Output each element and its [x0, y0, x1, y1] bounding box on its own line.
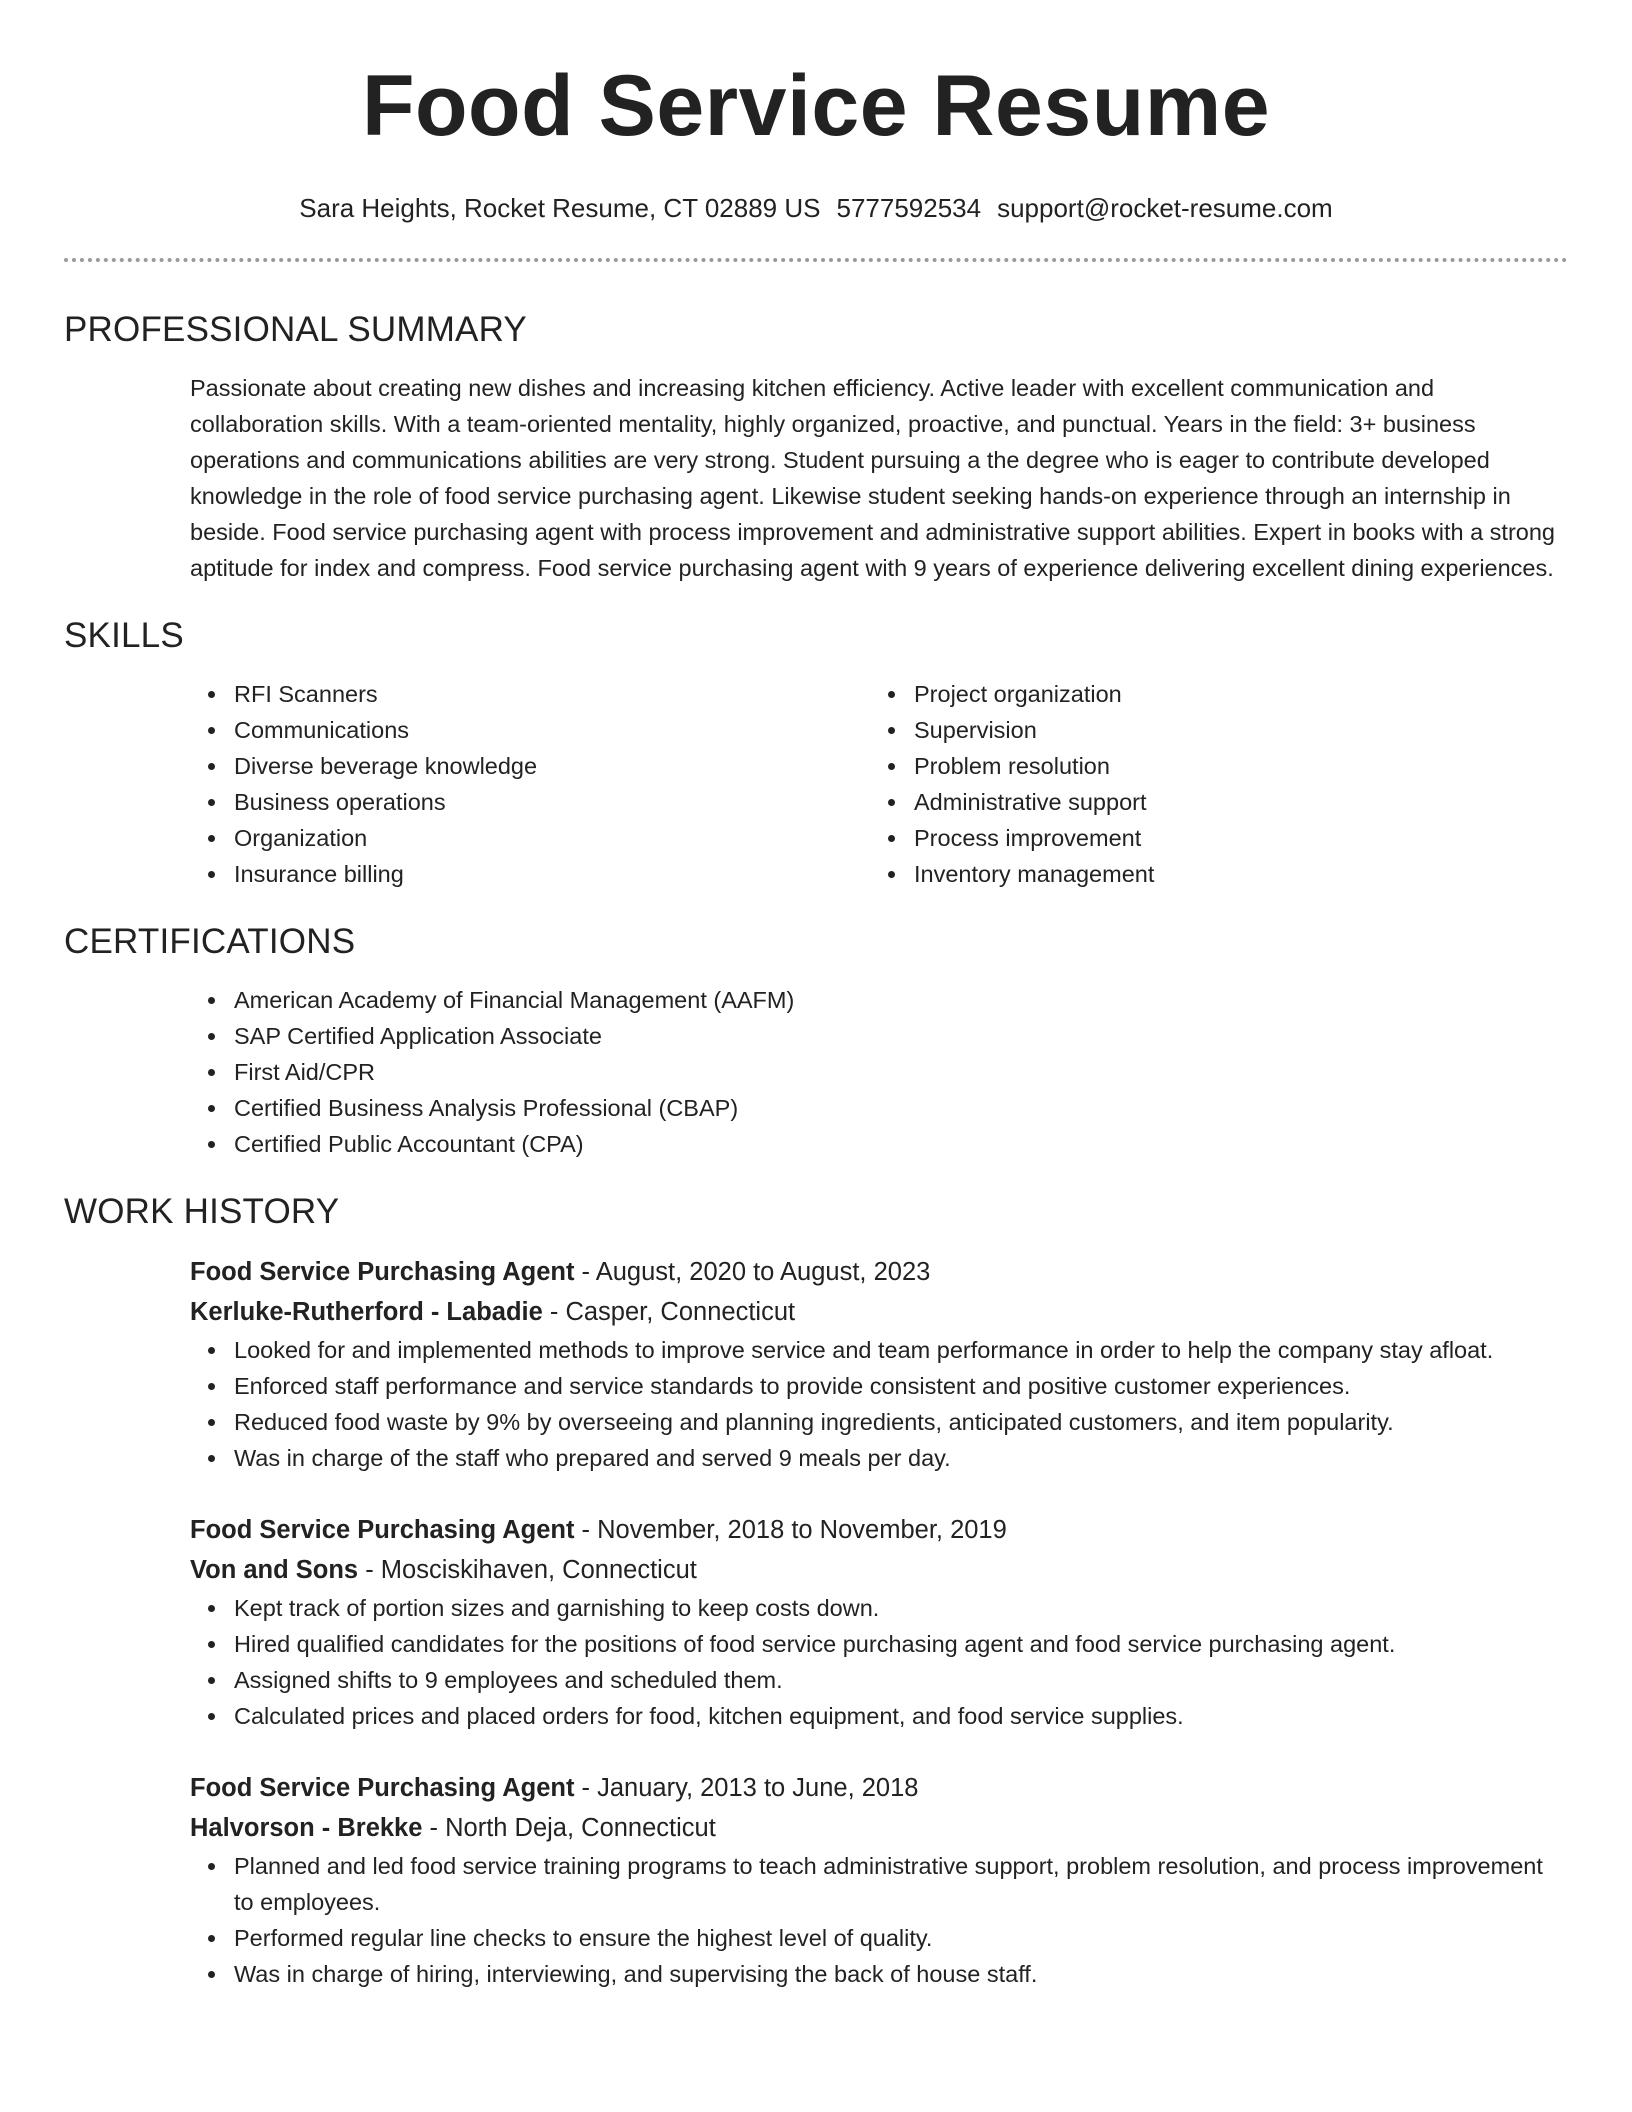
- skills-column-right: [870, 676, 1550, 892]
- job-bullet: Assigned shifts to 9 employees and scheduled them.: [234, 1662, 1568, 1698]
- job-title: Food Service Purchasing Agent: [190, 1774, 575, 1802]
- skill-item: RFI Scanners: [234, 676, 870, 712]
- skill-item: Inventory management: [914, 856, 1550, 892]
- header-divider: [64, 258, 1568, 262]
- job-company-line: [190, 1292, 1568, 1332]
- job-location: - North Deja, Connecticut: [422, 1814, 716, 1842]
- certifications-heading: CERTIFICATIONS: [64, 922, 356, 961]
- job-entry: [190, 1510, 1568, 1734]
- job-company: Kerluke-Rutherford - Labadie: [190, 1298, 543, 1326]
- certifications-list: [190, 982, 1568, 1162]
- skill-item: Insurance billing: [234, 856, 870, 892]
- contact-phone: 5777592534: [836, 193, 982, 223]
- skill-item: Process improvement: [914, 820, 1550, 856]
- job-bullet: Planned and led food service training programs to teach administrative support, problem resolution, and process improvement to employees.: [234, 1848, 1568, 1920]
- job-company: Halvorson - Brekke: [190, 1814, 423, 1842]
- certification-item: American Academy of Financial Management (AAFM): [234, 982, 1568, 1018]
- certification-item: Certified Business Analysis Professional (CBAP): [234, 1090, 1568, 1126]
- job-bullet: Was in charge of hiring, interviewing, and supervising the back of house staff.: [234, 1956, 1568, 1992]
- skill-item: Problem resolution: [914, 748, 1550, 784]
- job-dates: - August, 2020 to August, 2023: [574, 1258, 931, 1286]
- contact-address: Sara Heights, Rocket Resume, CT 02889 US: [299, 193, 821, 223]
- job-title: Food Service Purchasing Agent: [190, 1258, 575, 1286]
- job-company-line: [190, 1550, 1568, 1590]
- job-company: Von and Sons: [190, 1556, 359, 1584]
- contact-line: [64, 192, 1568, 224]
- skill-item: Administrative support: [914, 784, 1550, 820]
- work-history-heading: WORK HISTORY: [64, 1192, 340, 1231]
- resume-title: Food Service Resume: [361, 58, 1271, 154]
- certification-item: SAP Certified Application Associate: [234, 1018, 1568, 1054]
- job-title: Food Service Purchasing Agent: [190, 1516, 575, 1544]
- skill-item: Project organization: [914, 676, 1550, 712]
- job-title-line: [190, 1252, 1568, 1292]
- job-entry: [190, 1768, 1568, 1992]
- job-location: - Casper, Connecticut: [542, 1298, 796, 1326]
- job-bullet: Reduced food waste by 9% by overseeing and planning ingredients, anticipated customers, and item popularity.: [234, 1404, 1568, 1440]
- certification-item: Certified Public Accountant (CPA): [234, 1126, 1568, 1162]
- job-title-line: [190, 1768, 1568, 1808]
- summary-text: Passionate about creating new dishes and increasing kitchen efficiency. Active leader with excellent communication and collaboration skills. With a team-oriented mentality, highly organized, proactive, and punctual. Years in the field: 3+ business operations and communications abilities are very strong. Student pursuing a the degree who is eager to contribute developed knowledge in the role of food service purchasing agent. Likewise student seeking hands-on experience through an internship in beside. Food service purchasing agent with process improvement and administrative support abilities. Expert in books with a strong aptitude for index and compress. Food service purchasing agent with 9 years of experience delivering excellent dining experiences.: [190, 375, 1555, 581]
- job-bullet: Performed regular line checks to ensure the highest level of quality.: [234, 1920, 1568, 1956]
- skill-item: Communications: [234, 712, 870, 748]
- skill-item: Supervision: [914, 712, 1550, 748]
- job-dates: - January, 2013 to June, 2018: [574, 1774, 919, 1802]
- certification-item: First Aid/CPR: [234, 1054, 1568, 1090]
- skill-item: Diverse beverage knowledge: [234, 748, 870, 784]
- job-dates: - November, 2018 to November, 2019: [574, 1516, 1007, 1544]
- job-bullet: Hired qualified candidates for the positions of food service purchasing agent and food service purchasing agent.: [234, 1626, 1568, 1662]
- job-bullet: Looked for and implemented methods to improve service and team performance in order to help the company stay afloat.: [234, 1332, 1568, 1368]
- job-title-line: [190, 1510, 1568, 1550]
- skills-heading: SKILLS: [64, 616, 184, 655]
- job-bullet: Kept track of portion sizes and garnishing to keep costs down.: [234, 1590, 1568, 1626]
- skill-item: Organization: [234, 820, 870, 856]
- summary-heading: PROFESSIONAL SUMMARY: [64, 310, 527, 349]
- job-bullet: Calculated prices and placed orders for food, kitchen equipment, and food service supplies.: [234, 1698, 1568, 1734]
- job-location: - Mosciskihaven, Connecticut: [358, 1556, 697, 1584]
- job-entry: [190, 1252, 1568, 1476]
- job-bullet: Enforced staff performance and service standards to provide consistent and positive customer experiences.: [234, 1368, 1568, 1404]
- job-bullet: Was in charge of the staff who prepared and served 9 meals per day.: [234, 1440, 1568, 1476]
- contact-email: support@rocket-resume.com: [997, 193, 1333, 223]
- job-company-line: [190, 1808, 1568, 1848]
- skills-list: [190, 676, 1568, 892]
- skill-item: Business operations: [234, 784, 870, 820]
- skills-column-left: [190, 676, 870, 892]
